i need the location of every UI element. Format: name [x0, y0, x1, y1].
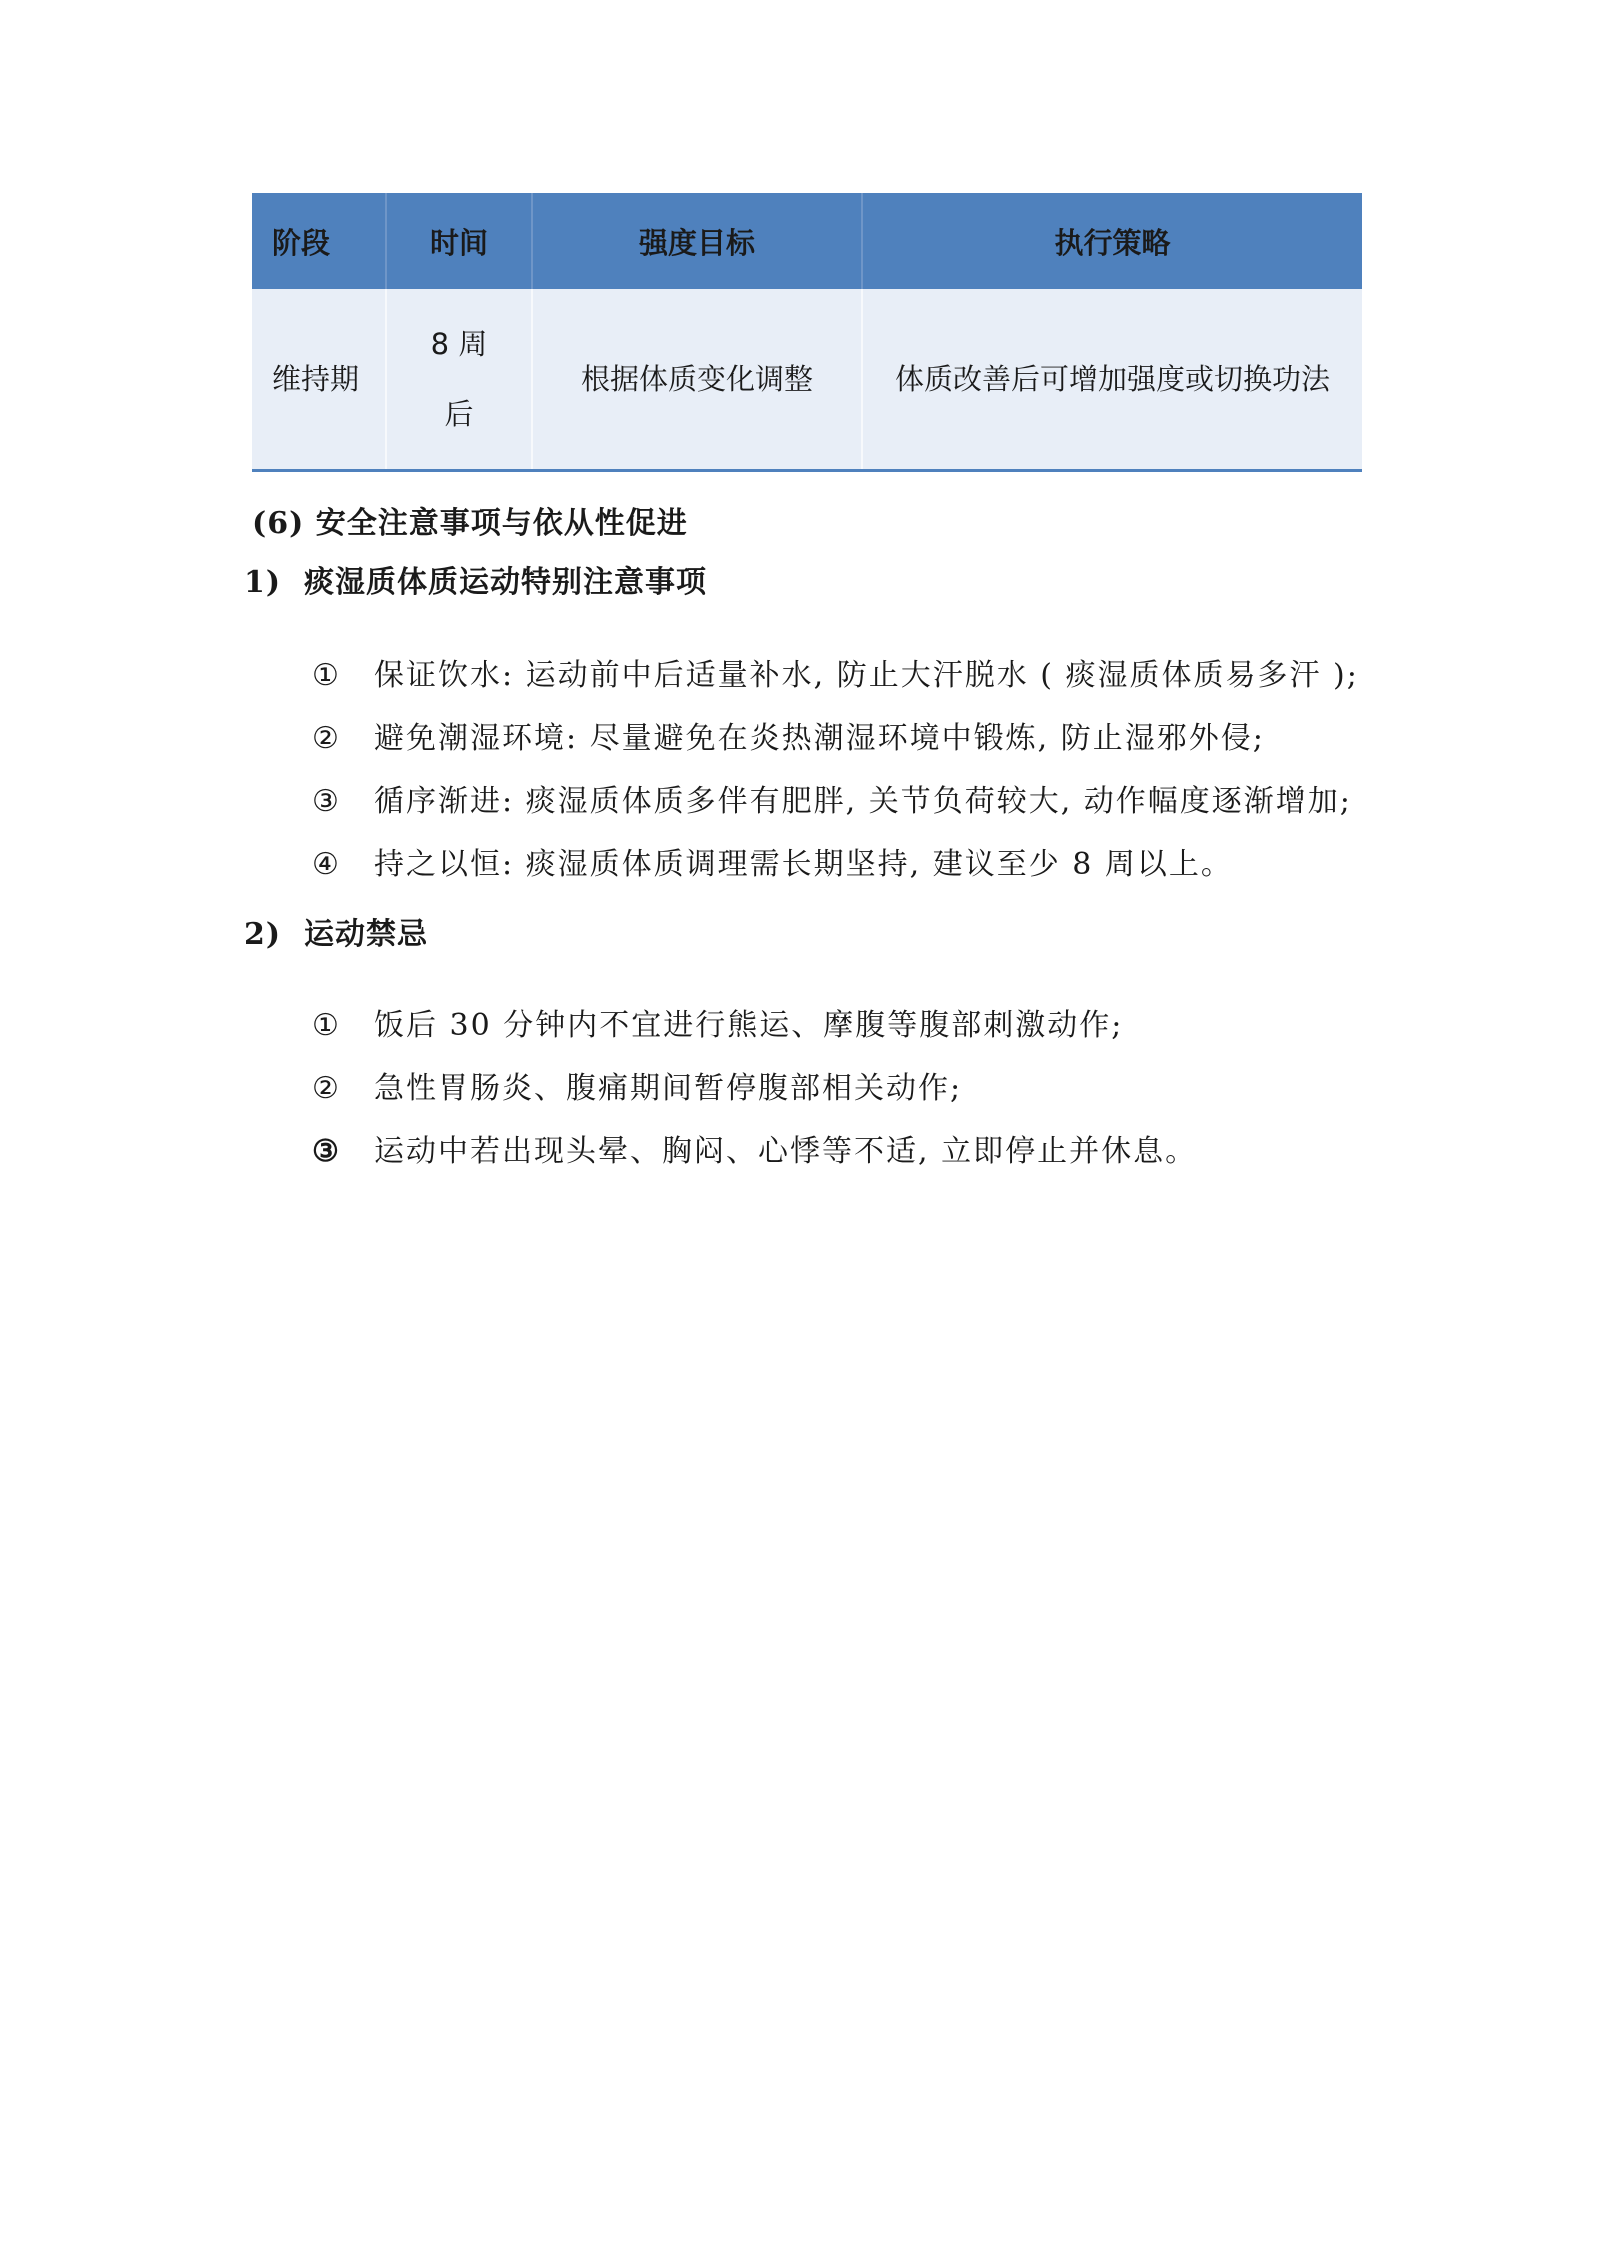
- subsection-2-number: 2): [244, 917, 282, 952]
- list-item-text: 保证饮水: 运动前中后适量补水, 防止大汗脱水 ( 痰湿质体质易多汗 );: [374, 658, 1359, 693]
- section-6-title: (6) 安全注意事项与依从性促进: [252, 506, 688, 541]
- list-item-text: 循序渐进: 痰湿质体质多伴有肥胖, 关节负荷较大, 动作幅度逐渐增加;: [374, 784, 1352, 819]
- stage-table: [252, 193, 1362, 472]
- list-marker: ①: [312, 658, 341, 693]
- list-item: [312, 650, 1359, 694]
- list-marker: ②: [312, 721, 341, 756]
- list-item: [312, 1126, 1197, 1170]
- cell-time: [386, 289, 532, 471]
- list-item: [312, 1000, 1123, 1044]
- subsection-2-heading: [244, 909, 428, 953]
- subsection-1-number: 1): [244, 565, 282, 600]
- subsection-2-title: 运动禁忌: [304, 917, 428, 952]
- list-marker: ①: [312, 1008, 341, 1043]
- list-item: [312, 1063, 962, 1107]
- header-stage: 阶段: [252, 193, 386, 289]
- list-marker: ③: [312, 784, 341, 819]
- list-item-text: 运动中若出现头晕、胸闷、心悸等不适, 立即停止并休息。: [374, 1134, 1198, 1169]
- subsection-1-title: 痰湿质体质运动特别注意事项: [304, 565, 707, 600]
- table-row: [252, 289, 1362, 471]
- list-marker: ③: [312, 1134, 341, 1169]
- header-time: 时间: [386, 193, 532, 289]
- list-item: [312, 776, 1352, 820]
- cell-time-line2: 后: [444, 397, 474, 431]
- header-intensity: 强度目标: [532, 193, 862, 289]
- list-item: [312, 713, 1265, 757]
- cell-strategy: 体质改善后可增加强度或切换功法: [862, 289, 1362, 471]
- subsection-1-heading: [244, 557, 707, 601]
- list-item-text: 急性胃肠炎、腹痛期间暂停腹部相关动作;: [374, 1071, 963, 1106]
- list-item-text: 避免潮湿环境: 尽量避免在炎热潮湿环境中锻炼, 防止湿邪外侵;: [374, 721, 1265, 756]
- list-item-text: 持之以恒: 痰湿质体质调理需长期坚持, 建议至少 8 周以上。: [374, 847, 1233, 882]
- cell-time-line1: 8 周: [430, 327, 488, 361]
- header-strategy: 执行策略: [862, 193, 1362, 289]
- cell-stage: 维持期: [252, 289, 386, 471]
- list-item: [312, 839, 1233, 883]
- list-marker: ②: [312, 1071, 341, 1106]
- list-marker: ④: [312, 847, 341, 882]
- cell-intensity: 根据体质变化调整: [532, 289, 862, 471]
- list-item-text: 饭后 30 分钟内不宜进行熊运、摩腹等腹部刺激动作;: [374, 1008, 1124, 1043]
- table-header-row: [252, 193, 1362, 289]
